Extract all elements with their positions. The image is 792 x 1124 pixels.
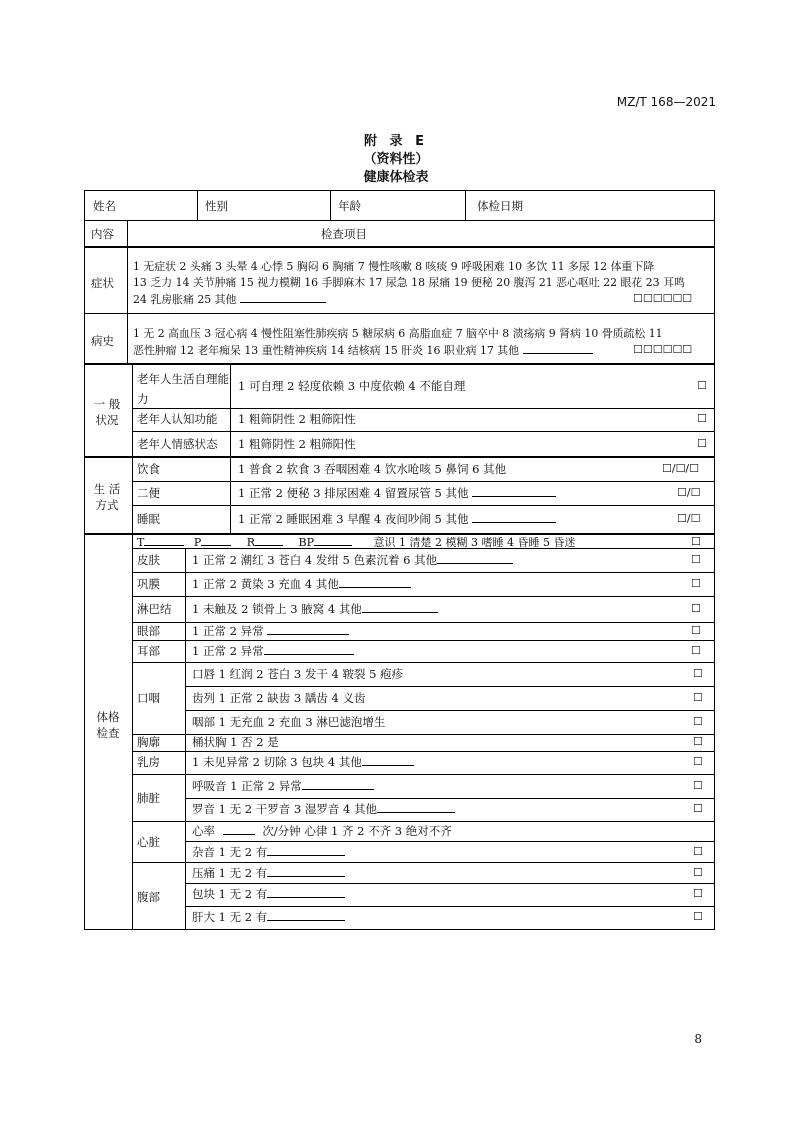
symptoms-other-text: 24 乳房胀痛 25 其他 [133,293,237,306]
lymph-options-text: 1 未触及 2 锁骨上 3 腋窝 4 其他 [192,602,362,616]
abdomen-liver-options [192,909,345,925]
mouth-teeth-checkbox[interactable]: ☐ [693,691,703,704]
abdomen-mass-input[interactable] [267,886,345,898]
chest-label: 胸廓 [137,735,160,749]
general-item-cognitive: 老年人认知功能 [137,412,218,426]
ears-checkbox[interactable]: ☐ [691,644,701,657]
history-line-2 [133,342,593,359]
mouth-lips-checkbox[interactable]: ☐ [693,667,703,680]
lifestyle-options-sleep [238,511,556,527]
lifestyle-sleep-other-input[interactable] [472,511,556,523]
lungs-breath-text: 呼吸音 1 正常 2 异常 [192,779,302,793]
general-checkbox-emotional[interactable]: ☐ [697,437,707,450]
lungs-rales-text: 罗音 1 无 2 干罗音 3 湿罗音 4 其他 [192,802,378,816]
general-options-cognitive: 1 粗筛阴性 2 粗筛阳性 [238,412,356,426]
abdomen-mass-text: 包块 1 无 2 有 [192,887,268,901]
symptoms-other-input[interactable] [240,291,326,303]
heart-murmur-checkbox[interactable]: ☐ [693,845,703,858]
lifestyle-excretion-other-input[interactable] [472,485,556,497]
general-options-emotional: 1 粗筛阴性 2 粗筛阳性 [238,437,356,451]
vitals-row [137,534,576,551]
heart-rate-label: 心率 [192,824,215,838]
general-status-label: 一 般 状况 [93,397,121,427]
lifestyle-checkbox-sleep[interactable]: ☐/☐ [677,512,701,525]
breast-options-text: 1 未见异常 2 切除 3 包块 4 其他 [192,755,362,769]
abdomen-liver-input[interactable] [267,909,345,921]
eyes-checkbox[interactable]: ☐ [691,624,701,637]
lungs-label: 肺脏 [137,791,160,805]
vital-t-label: T [137,536,145,549]
chest-options: 桶状胸 1 否 2 是 [192,735,279,749]
mouth-pharynx-checkbox[interactable]: ☐ [693,715,703,728]
heart-murmur-input[interactable] [267,844,345,856]
chest-checkbox[interactable]: ☐ [693,735,703,748]
skin-label: 皮肤 [137,553,160,567]
eyes-label: 眼部 [137,624,160,638]
ears-abnormal-input[interactable] [264,643,354,655]
appendix-heading: 附 录 E [364,134,428,149]
lungs-rales-checkbox[interactable]: ☐ [693,802,703,815]
abdomen-tender-text: 压痛 1 无 2 有 [192,866,268,880]
lifestyle-item-excretion: 二便 [137,486,160,500]
history-other-input[interactable] [523,342,593,354]
heart-rhythm-text: 次/分钟 心律 1 齐 2 不齐 3 绝对不齐 [262,824,452,838]
skin-options-text: 1 正常 2 潮红 3 苍白 4 发绀 5 色素沉着 6 其他 [192,553,438,567]
vital-bp-input[interactable] [314,534,352,546]
consciousness-options: 意识 1 清楚 2 模糊 3 嗜睡 4 昏睡 5 昏迷 [373,536,576,549]
general-item-selfcare: 老年人生活自理能力 [137,372,229,406]
breast-other-input[interactable] [362,754,414,766]
lifestyle-checkbox-diet[interactable]: ☐/☐/☐ [662,462,699,475]
lymph-other-input[interactable] [362,601,438,613]
lifestyle-label: 生 活 方式 [93,482,121,512]
appendix-note: （资料性） [363,152,429,167]
skin-options [192,552,513,568]
heart-murmur-text: 杂音 1 无 2 有 [192,845,268,859]
heart-rate-options [192,823,452,839]
eyes-abnormal-input[interactable] [267,623,349,635]
content-label: 内容 [91,227,114,241]
ears-options-text: 1 正常 2 异常 [192,644,264,658]
breast-label: 乳房 [137,755,160,769]
lungs-breath-options [192,778,374,794]
lungs-breath-checkbox[interactable]: ☐ [693,779,703,792]
lymph-checkbox[interactable]: ☐ [691,602,701,615]
abdomen-liver-checkbox[interactable]: ☐ [693,910,703,923]
vital-p-input[interactable] [201,534,231,546]
age-label: 年龄 [338,199,361,213]
abdomen-label: 腹部 [137,890,160,904]
physical-exam-label: 体格 检查 [96,710,120,740]
history-line-1: 1 无 2 高血压 3 冠心病 4 慢性阻塞性肺疾病 5 糖尿病 6 高脂血症 7 脑卒中 8 溃疡病 9 肾病 10 骨质疏松 11 [133,327,663,340]
lymph-options [192,601,438,617]
gender-label: 性别 [205,199,228,213]
history-other-text: 恶性肿瘤 12 老年痴呆 13 重性精神疾病 14 结核病 15 肝炎 16 职业病 17 其他 [133,344,520,357]
lifestyle-options-excretion [238,485,556,501]
general-options-selfcare: 1 可自理 2 轻度依赖 3 中度依赖 4 不能自理 [238,379,466,393]
lifestyle-excretion-text: 1 正常 2 便秘 3 排尿困难 4 留置尿管 5 其他 [238,486,469,500]
general-item-emotional: 老年人情感状态 [137,437,218,451]
ears-options [192,643,354,659]
heart-rate-input[interactable] [223,823,255,835]
exam-items-label: 检查项目 [321,227,367,241]
abdomen-tender-options [192,865,345,881]
name-label: 姓名 [93,199,116,213]
abdomen-mass-checkbox[interactable]: ☐ [693,887,703,900]
symptoms-checkboxes[interactable]: ☐☐☐☐☐☐ [633,292,693,305]
lifestyle-options-diet [238,461,506,477]
health-exam-table [84,190,715,930]
mouth-teeth-options: 齿列 1 正常 2 缺齿 3 龋齿 4 义齿 [192,691,366,705]
eyes-options-text: 1 正常 2 异常 [192,624,264,638]
lifestyle-item-diet: 饮食 [137,462,160,476]
vital-t-input[interactable] [144,534,184,546]
symptoms-label: 症状 [91,276,114,290]
table-title: 健康体检表 [363,170,429,185]
lifestyle-diet-text: 1 普食 2 软食 3 吞咽困难 4 饮水呛咳 5 鼻饲 6 其他 [238,462,507,476]
vital-bp-label: BP [298,536,315,549]
page-number: 8 [694,1032,702,1046]
lungs-breath-abnormal-input[interactable] [302,778,374,790]
vital-p-label: P [193,536,202,549]
lifestyle-sleep-text: 1 正常 2 睡眠困难 3 早醒 4 夜间吵闹 5 其他 [238,512,469,526]
sclera-other-input[interactable] [339,576,411,588]
symptoms-line-1: 1 无症状 2 头痛 3 头晕 4 心悸 5 胸闷 6 胸痛 7 慢性咳嗽 8 咳痰 9 呼吸困难 10 多饮 11 多尿 12 体重下降 [133,260,655,273]
vital-r-input[interactable] [255,534,283,546]
breast-checkbox[interactable]: ☐ [693,755,703,768]
mouth-pharynx-options: 咽部 1 无充血 2 充血 3 淋巴滤泡增生 [192,715,386,729]
sclera-checkbox[interactable]: ☐ [691,577,701,590]
abdomen-liver-text: 肝大 1 无 2 有 [192,910,268,924]
abdomen-tender-input[interactable] [267,865,345,877]
lungs-rales-other-input[interactable] [377,801,455,813]
sclera-options-text: 1 正常 2 黄染 3 充血 4 其他 [192,577,339,591]
vitals-checkbox[interactable]: ☐ [691,535,701,548]
standard-code: MZ/T 168—2021 [616,95,716,109]
abdomen-mass-options [192,886,345,902]
exam-date-label: 体检日期 [477,199,523,213]
history-label: 病史 [91,334,114,348]
sclera-label: 巩膜 [137,577,160,591]
lymph-label: 淋巴结 [137,602,172,616]
symptoms-line-3 [133,291,326,308]
lungs-rales-options [192,801,455,817]
mouth-lips-options: 口唇 1 红润 2 苍白 3 发干 4 皲裂 5 疱疹 [192,667,404,681]
abdomen-tender-checkbox[interactable]: ☐ [693,866,703,879]
mouth-label: 口咽 [137,691,160,705]
history-checkboxes[interactable]: ☐☐☐☐☐☐ [633,343,693,356]
general-checkbox-cognitive[interactable]: ☐ [697,412,707,425]
ears-label: 耳部 [137,644,160,658]
heart-murmur-options [192,844,345,860]
lifestyle-item-sleep: 睡眠 [137,512,160,526]
heart-label: 心脏 [137,835,160,849]
general-checkbox-selfcare[interactable]: ☐ [697,379,707,392]
breast-options [192,754,414,770]
skin-checkbox[interactable]: ☐ [691,553,701,566]
skin-other-input[interactable] [437,552,513,564]
eyes-options [192,623,349,639]
symptoms-line-2: 13 乏力 14 关节肿痛 15 视力模糊 16 手脚麻木 17 尿急 18 尿痛 19 便秘 20 腹泻 21 恶心呕吐 22 眼花 23 耳鸣 [133,276,685,289]
sclera-options [192,576,411,592]
vital-r-label: R [246,536,256,549]
lifestyle-checkbox-excretion[interactable]: ☐/☐ [677,486,701,499]
